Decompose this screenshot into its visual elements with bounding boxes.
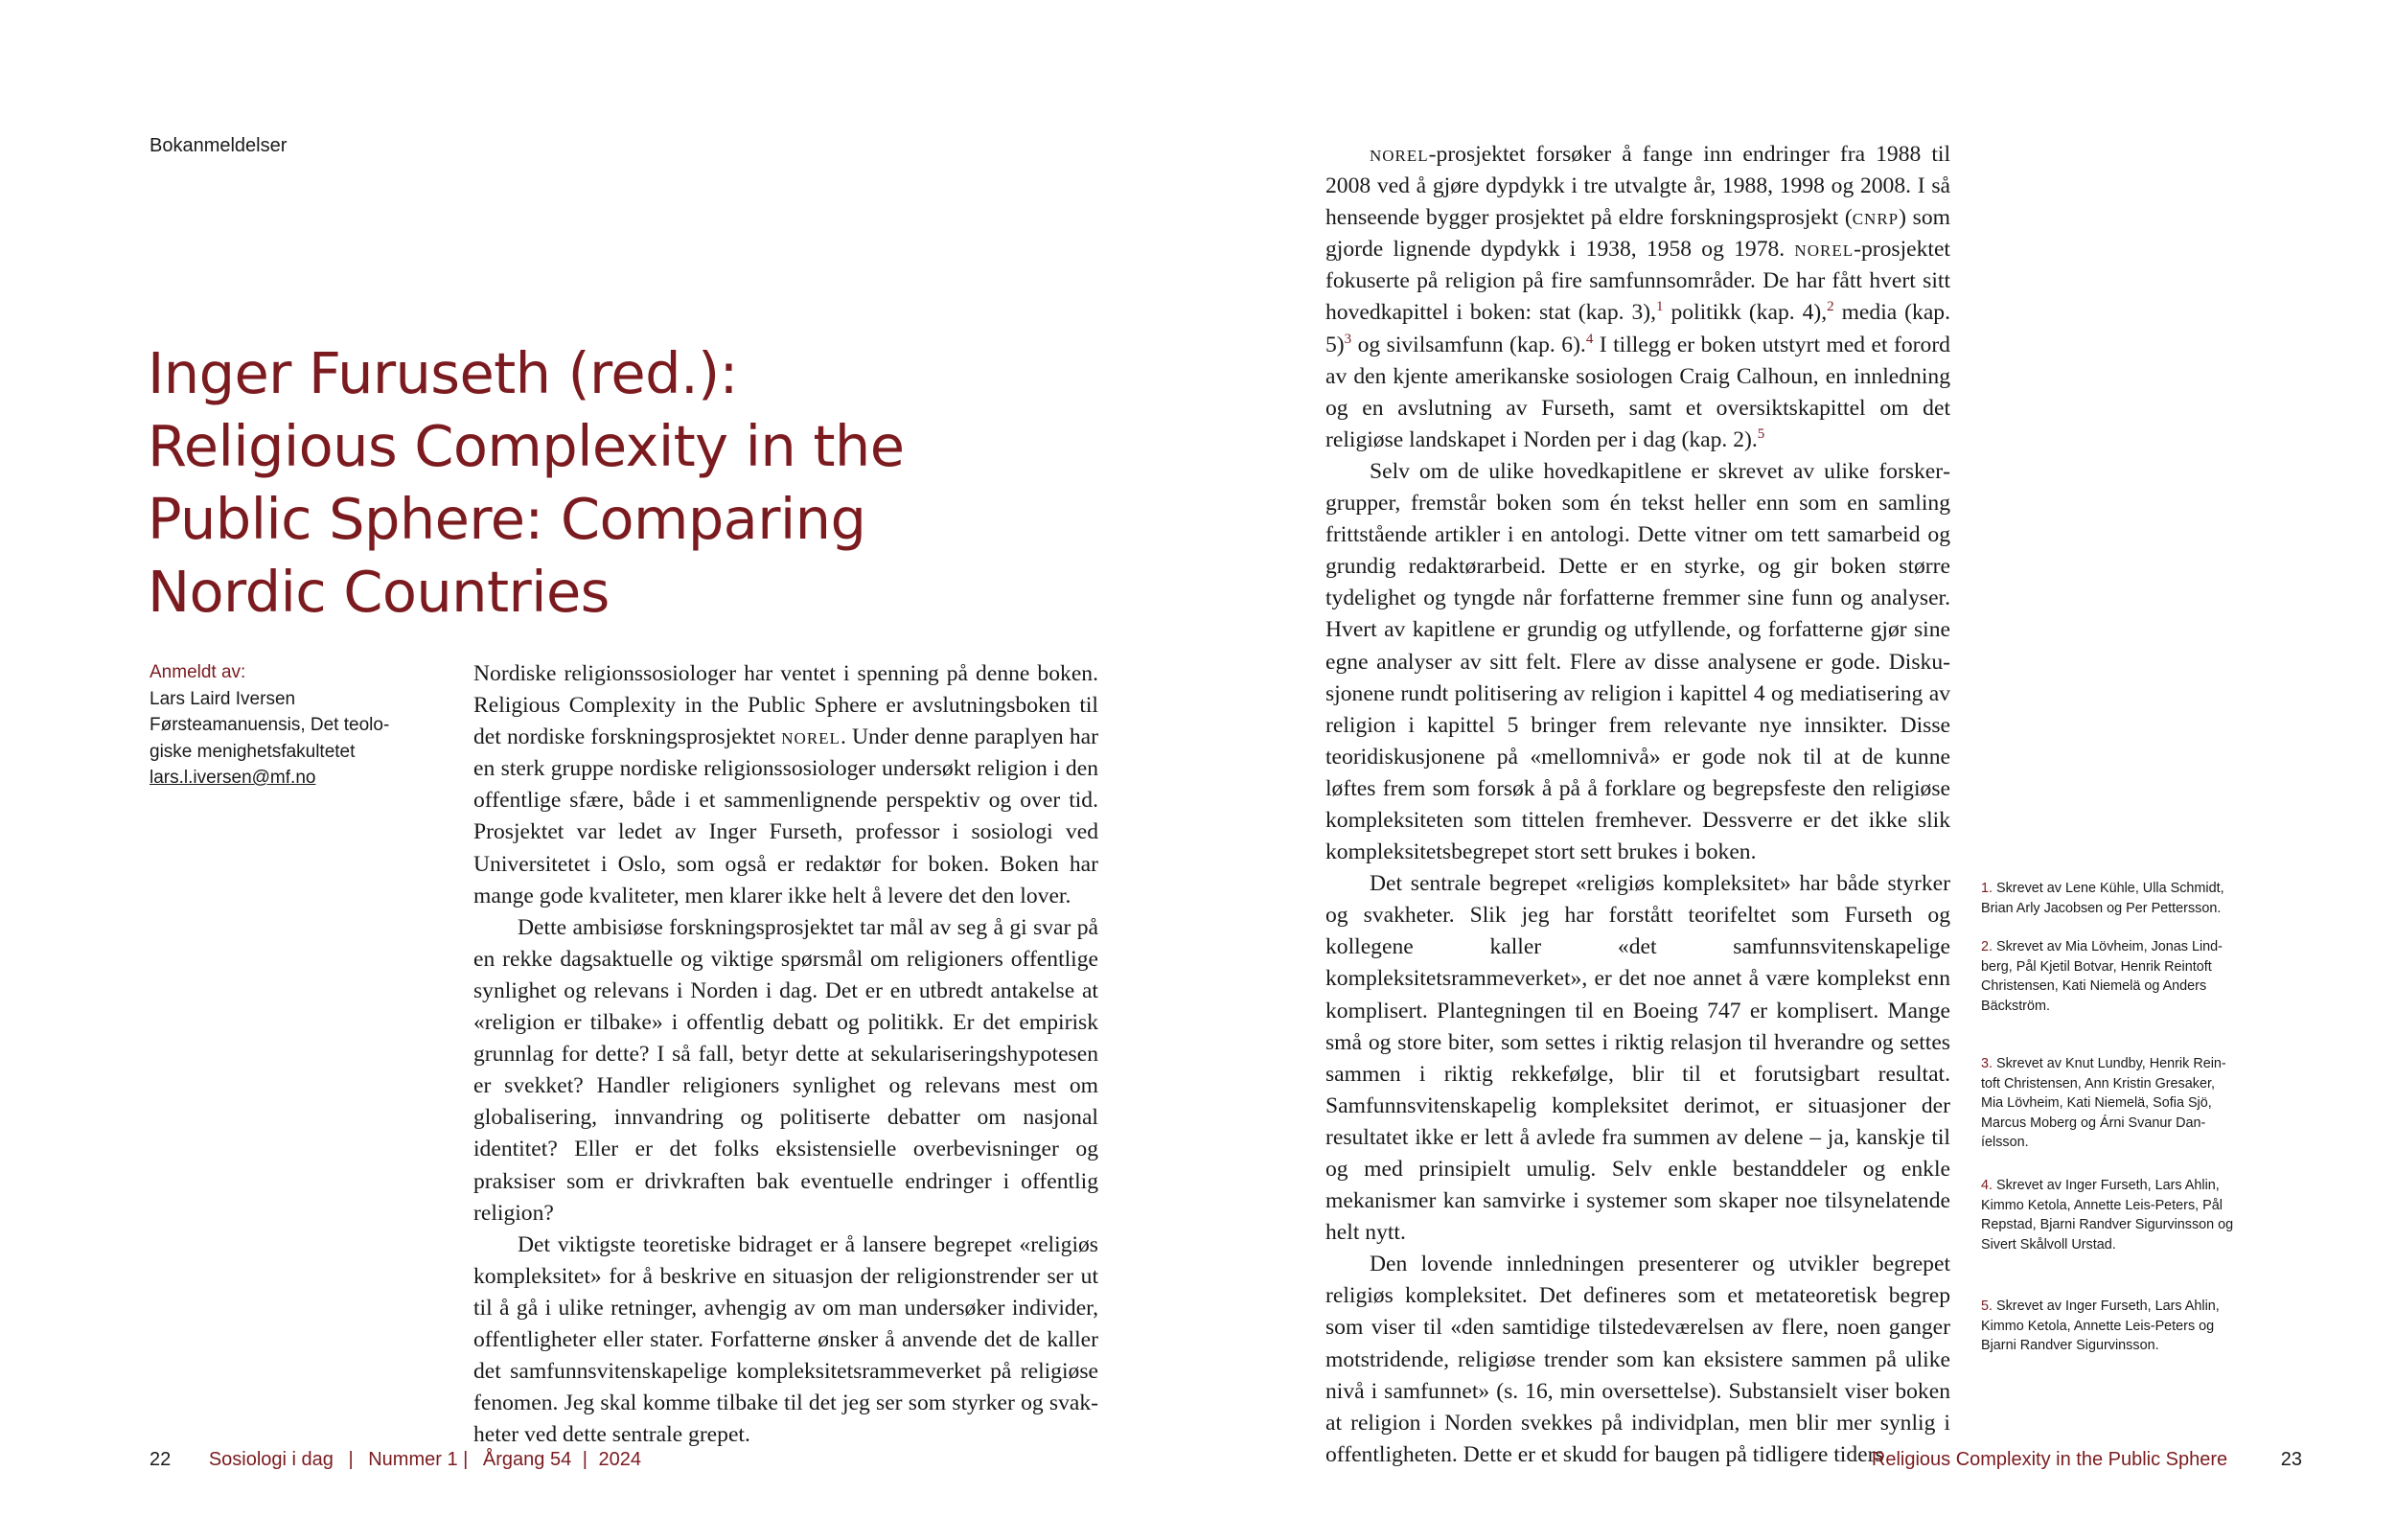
- footnote-ref[interactable]: 3: [1344, 331, 1352, 347]
- acronym: norel: [1794, 237, 1855, 263]
- footnote-ref[interactable]: 2: [1827, 299, 1834, 315]
- footer-separator: |: [348, 1449, 354, 1470]
- paragraph: Det sentrale begrepet «religiøs kompleksitet» har både styrker og svakheter. Slik jeg har forstått teorifeltet som Furseth og kollegene kaller «det samfunnsvitenskapelige kompleksitetsrammeverket», er det noe annet å være komplekst enn komplisert. Plantegningen til en Boeing 747 er komplisert. Mange små og store biter, som settes i riktig relasjon til hverandre og settes sammen i riktig rekkefølge, blir til et forutsigbart resultat. Samfunnsvitenskapelig kompleksitet derimot, er situasjoner der resultatet ikke er lett å avlede fra summen av delene – ja, kanskje til og med prinsipielt umulig. Selv enkle bestanddeler og enkle mekanismer kan samvirke i systemer som skaper noe tilsynelatende helt nytt.: [1325, 871, 1950, 1246]
- footnote: 1. Skrevet av Lene Kühle, Ulla Schmidt, Brian Arly Jacobsen og Per Pettersson.: [1981, 881, 2224, 916]
- footnote: 2. Skrevet av Mia Lövheim, Jonas Lind- berg, Pål Kjetil Botvar, Henrik Reintoft Christensen, Kati Niemelä og Anders Bäckström.: [1981, 939, 2223, 1014]
- title-line: Public Sphere: Comparing: [148, 486, 866, 552]
- page-number: 22: [150, 1449, 172, 1470]
- footnote-number: 5.: [1981, 1299, 1993, 1314]
- reviewer-name: Lars Laird Iversen: [150, 688, 296, 709]
- footnote: 3. Skrevet av Knut Lundby, Henrik Rein- toft Christensen, Ann Kristin Gresaker, Mia Lövheim, Kati Niemelä, Sofia Sjö, Marcus Moberg og Árni Svanur Dan- íelsson.: [1981, 1056, 2226, 1150]
- footnote-ref[interactable]: 5: [1757, 425, 1765, 442]
- right-page: [1198, 0, 2396, 1540]
- title-line: Nordic Countries: [148, 559, 610, 625]
- acronym: norel: [1370, 142, 1429, 167]
- footnote-ref[interactable]: 4: [1585, 331, 1594, 347]
- acronym: norel: [781, 724, 841, 750]
- title-line: Religious Complexity in the: [148, 413, 905, 479]
- issue-number: Nummer 1: [368, 1449, 458, 1470]
- reviewer-email-link[interactable]: lars.l.iversen@mf.no: [150, 768, 316, 788]
- title-line: Inger Furuseth (red.):: [148, 340, 738, 406]
- footnote-number: 4.: [1981, 1178, 1993, 1193]
- running-title: Religious Complexity in the Public Sphere: [1871, 1449, 2228, 1470]
- footer-separator: |: [463, 1449, 469, 1470]
- paragraph: Selv om de ulike hovedkapitlene er skrevet av ulike forskergrupper, fremstår boken som én tekst heller enn som en samling frittstående artikler i en antologi. Dette vitner om tett samarbeid og grundig redaktørarbeid. Dette er en styrke, og gir boken større tydelighet og tyngde når forfatterne fremmer sine funn og analyser. Hvert av kapitlene er grundig og utfyllende, og forfatterne gjør sine egne analyser av sitt felt. Flere av disse analysene er gode. Diskusjonene rundt politisering av religion i kapittel 4 og mediatisering av religion i kapittel 5 bringer frem relevante nye innsikter. Disse teoridiskusjonene på «mellomnivå» er gode nok til at de kunne løftes frem som forsøk å på å forklare og begrepsfeste den religiøse kompleksiteten som tittelen fremhever. Dessverre er det ikke slik kompleksitetsbegrepet stort sett brukes i boken.: [1325, 458, 1950, 865]
- year: 2024: [598, 1449, 642, 1470]
- volume: Årgang 54: [482, 1449, 572, 1470]
- paragraph: Dette ambisiøse forskningsprosjektet tar mål av seg å gi svar på en rekke dagsaktuelle og viktige spørsmål om religioners offentlige synlighet og relevans i Norden i dag. Det er en utbredt antakelse at «religion er tilbake» i offentlig debatt og politikk. Er det empirisk grunnlag for dette? I så fall, betyr dette at sekulariseringshypotesen er svekket? Handler religioners synlighet og relevans mest om globalisering, innvandring og politiserte debatter om nasjonal identitet? Eller er det folks eksistensielle overbevisninger og praksiser som er drivkraften bak eventuelle endringer i offentlig religion?: [473, 914, 1098, 1226]
- left-body-column: [473, 658, 1098, 1451]
- left-footer: [150, 1449, 641, 1471]
- reviewer-title: giske menighetsfakultetet: [150, 741, 356, 762]
- reviewer-label: Anmeldt av:: [150, 662, 246, 682]
- footnote: 4. Skrevet av Inger Furseth, Lars Ahlin, Kimmo Ketola, Annette Leis-Peters, Pål Repstad, Bjarni Randver Sigurvinsson og Sivert Skålvoll Urstad.: [1981, 1178, 2234, 1253]
- paragraph: Den lovende innledningen presenterer og utvikler begrepet religiøs kompleksitet. Det defineres som et metateoretisk begrep som viser til «den samtidige tilstedeværelsen av flere, noen ganger motstridende, religiøse trender som kan eksistere sammen på ulike nivå i samfunnet» (s. 16, min oversettelse). Substansielt viser boken at religion i Norden svekkes på individplan, men blir mer synlig i offentligheten. Dette er et skudd for baugen på tidligere tiders: [1325, 1252, 1950, 1467]
- footnote-number: 2.: [1981, 939, 1993, 954]
- footnote-ref[interactable]: 1: [1656, 299, 1664, 315]
- right-body-column: [1325, 139, 1950, 1471]
- paragraph: Nordiske religionssosiologer har ventet i spenning på denne boken. Religious Complexity in the Public Sphere er avslutningsboken til det nordiske forskningsprosjektet norel. Under denne paraplyen har en sterk gruppe nordiske religionssosiologer undersøkt religion i den offentlige sfære, både i et sammenlignende perspektiv og over tid. Prosjektet var ledet av Inger Furseth, professor i sosiologi ved Universitetet i Oslo, som også er redaktør for boken. Boken har mange gode kvaliteter, men klarer ikke helt å levere det den lover.: [473, 661, 1098, 908]
- article-title: [148, 337, 933, 629]
- journal-name: Sosiologi i dag: [208, 1449, 334, 1470]
- paragraph: Det viktigste teoretiske bidraget er å lansere begrepet «religiøs kompleksitet» for å beskrive en situasjon der religionstrender ser ut til å gå i ulike retninger, avhengig av om man undersøker individer, offentligheter eller stater. Forfatterne ønsker å anvende det de kaller det samfunnsvitenskapelige kompleksitetsrammeverket på religiøse fenomen. Jeg skal komme tilbake til det jeg ser som styrker og svakheter ved dette sentrale grepet.: [473, 1231, 1098, 1448]
- footnote-number: 1.: [1981, 881, 1993, 896]
- paragraph: norel-prosjektet forsøker å fange inn endringer fra 1988 til 2008 ved å gjøre dypdykk i tre utvalgte år, 1988, 1998 og 2008. I så henseende bygger prosjektet på eldre forskningsprosjekt (cnrp) som gjorde lignende dypdykk i 1938, 1958 og 1978. norel-prosjektet fokuserte på religion på fire samfunnsområder. De har fått hvert sitt hovedkapittel i boken: stat (kap. 3),$^1$ politikk (kap. 4),$^2$ media (kap. 5)$^3$ og sivilsamfunn (kap. 6).$^4$ I tillegg er boken utstyrt med et forord av den kjente amerikanske sosiologen Craig Calhoun, en innledning og en avslutning av Furseth, samt et oversiktskapittel om det religiøse landskapet i Norden per i dag (kap. 2).$^5$: [1325, 142, 1950, 452]
- page-number: 23: [2280, 1449, 2302, 1470]
- right-footer: [1872, 1449, 2302, 1471]
- footnote-number: 3.: [1981, 1056, 1993, 1071]
- footnote: 5. Skrevet av Inger Furseth, Lars Ahlin, Kimmo Ketola, Annette Leis-Peters og Bjarni Randver Sigurvinsson.: [1981, 1299, 2220, 1353]
- section-label: Bokanmeldelser: [150, 135, 288, 156]
- acronym: cnrp: [1852, 205, 1900, 231]
- reviewer-info: [150, 659, 437, 792]
- reviewer-title: Førsteamanuensis, Det teolo-: [150, 715, 390, 735]
- footer-separator: |: [582, 1449, 587, 1470]
